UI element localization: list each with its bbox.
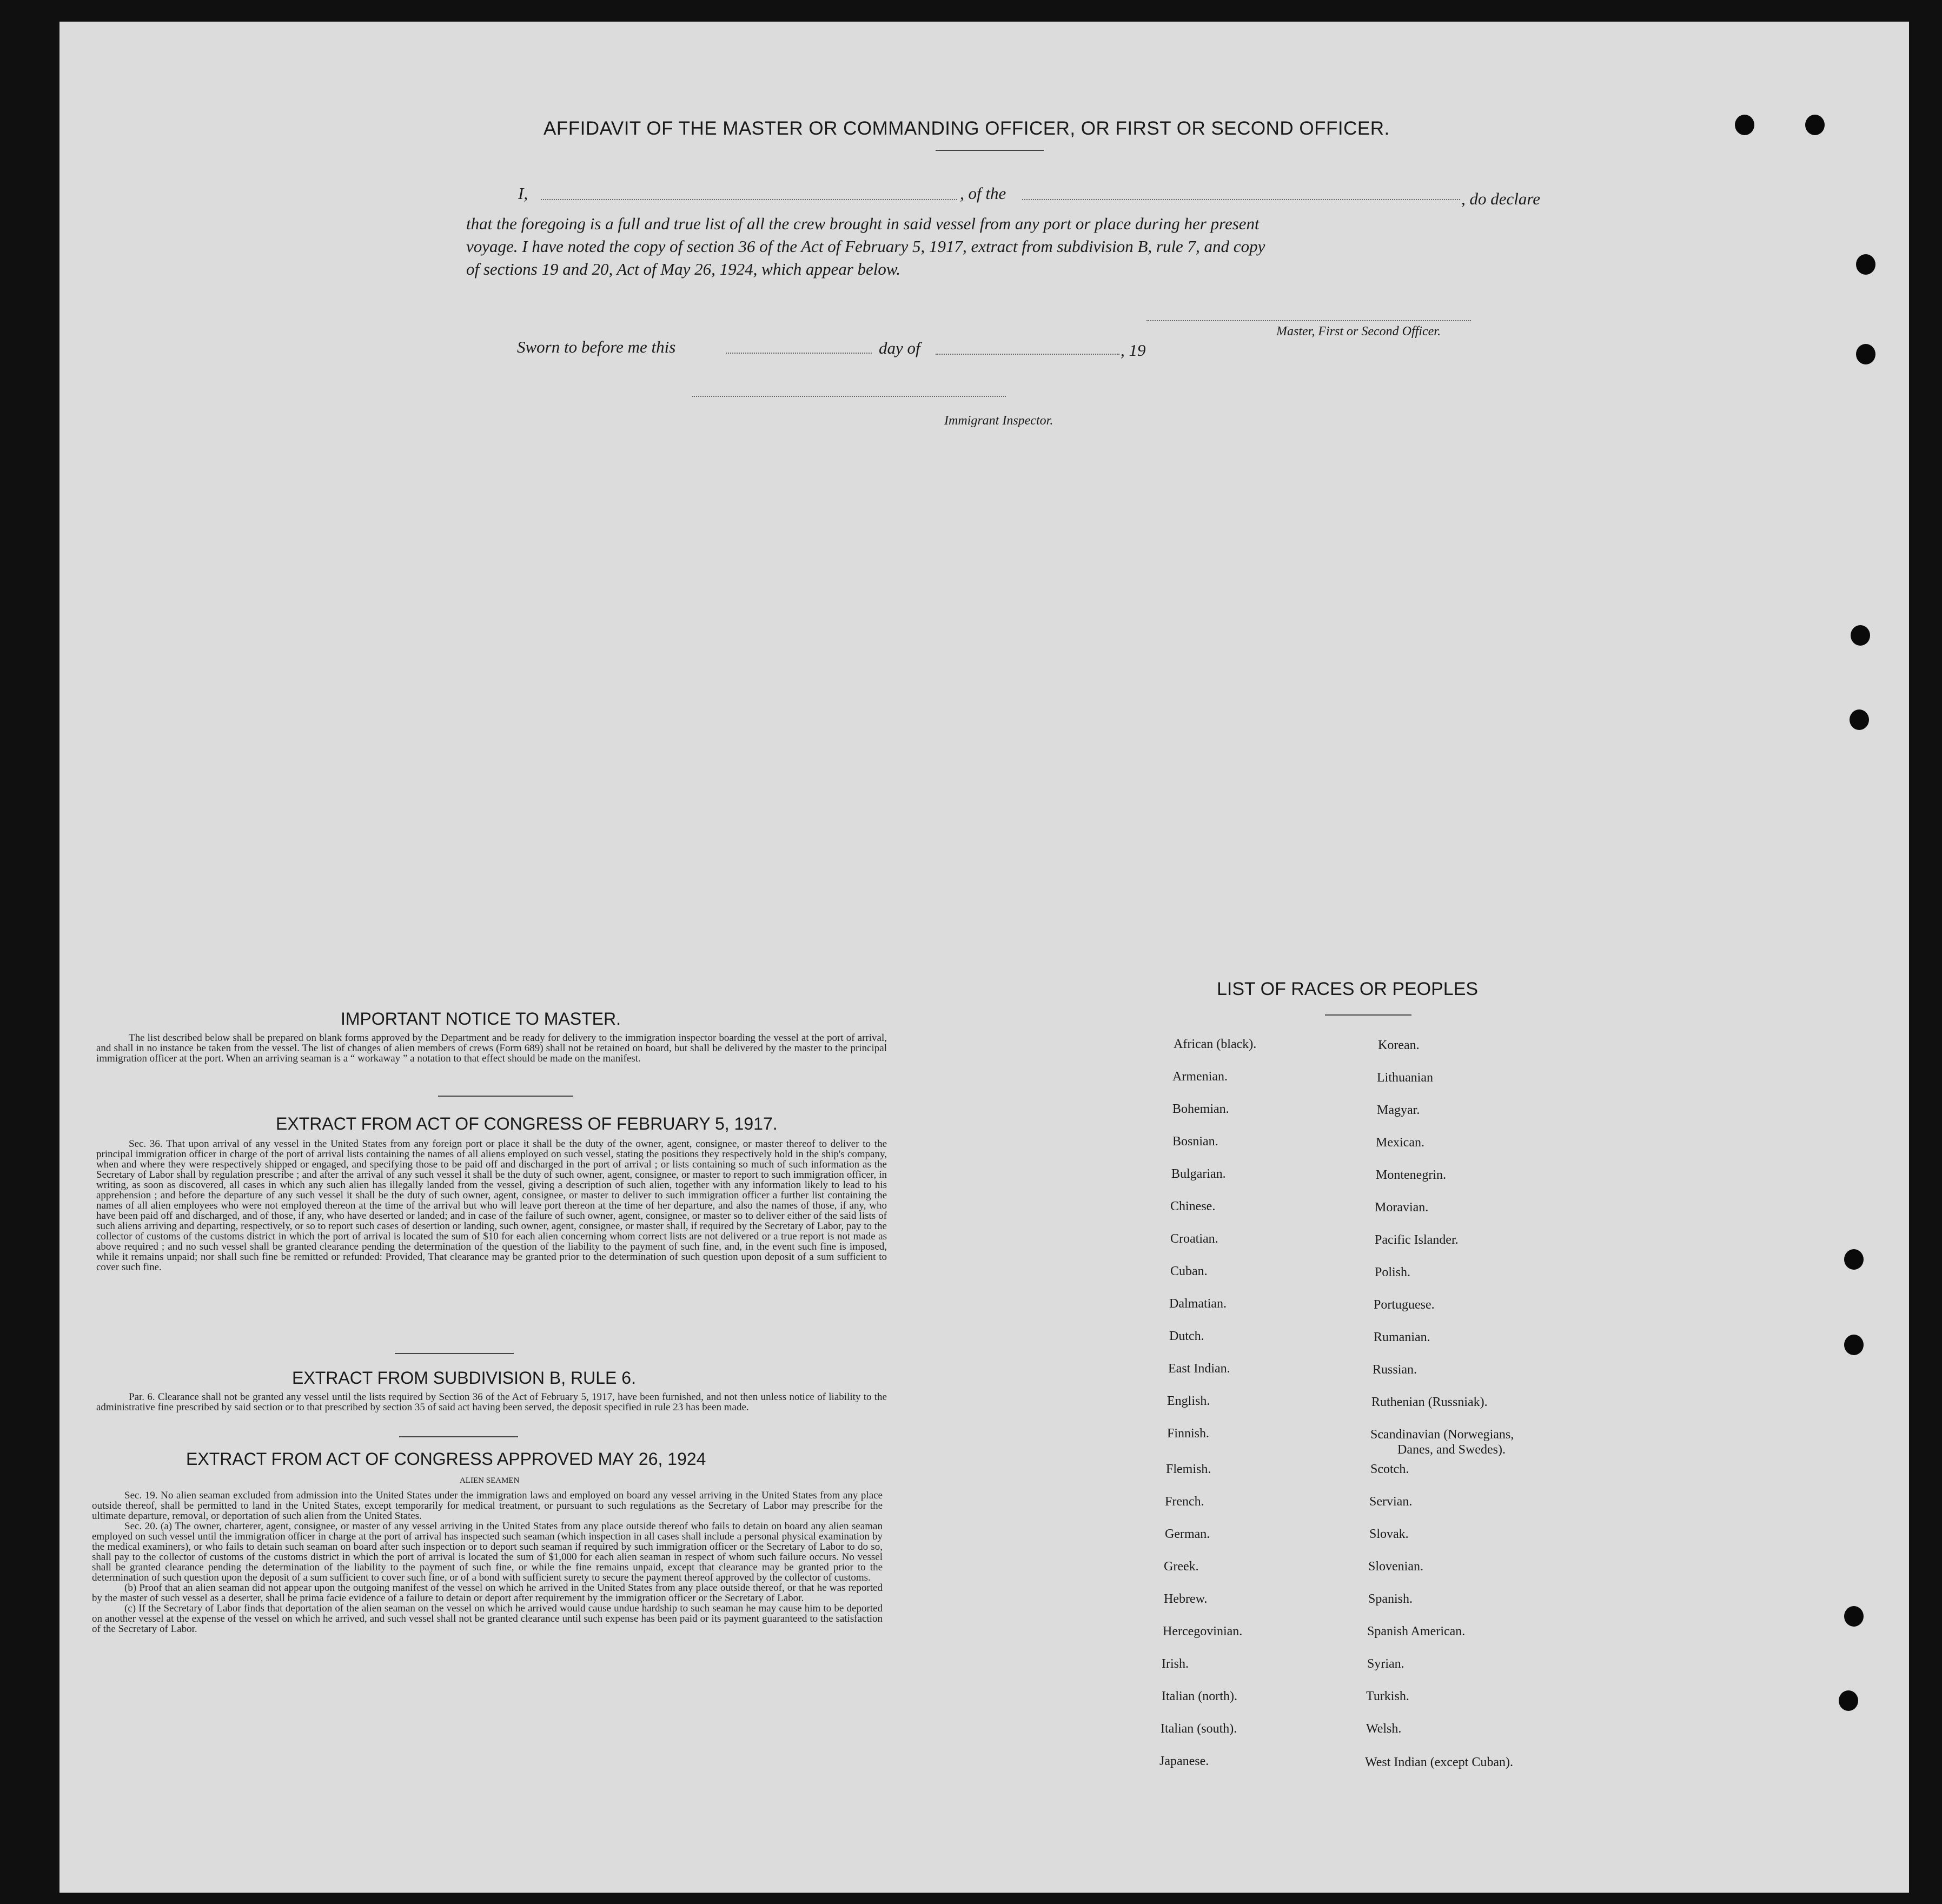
- race-item: African (black).: [1174, 1037, 1257, 1051]
- punch-hole: [1856, 344, 1875, 364]
- race-item: Polish.: [1375, 1265, 1411, 1279]
- extract-rule6-title: EXTRACT FROM SUBDIVISION B, RULE 6.: [292, 1368, 636, 1388]
- declare-label: , do declare: [1461, 189, 1541, 208]
- divider: [399, 1436, 518, 1437]
- race-item: Rumanian.: [1374, 1330, 1430, 1344]
- affidavit-text-line: voyage. I have noted the copy of section 36 of the Act of February 5, 1917, extract from subdivision B, rule 7, and copy: [466, 237, 1265, 256]
- race-item: Moravian.: [1375, 1200, 1429, 1215]
- punch-hole: [1805, 115, 1825, 135]
- race-item: Korean.: [1378, 1038, 1420, 1052]
- extract-1924-subtitle: ALIEN SEAMEN: [460, 1476, 520, 1485]
- punch-hole: [1839, 1690, 1858, 1711]
- master-signature-label: Master, First or Second Officer.: [1276, 324, 1441, 339]
- punch-hole: [1850, 709, 1869, 730]
- race-item: Dutch.: [1169, 1329, 1204, 1343]
- races-title: LIST OF RACES OR PEOPLES: [1217, 979, 1479, 999]
- race-item: Cuban.: [1170, 1264, 1208, 1278]
- form-sheet: [59, 22, 1909, 1893]
- race-item: Chinese.: [1170, 1199, 1216, 1213]
- race-item: Flemish.: [1166, 1462, 1211, 1476]
- sworn-label: Sworn to before me this: [517, 337, 676, 356]
- affidavit-title: AFFIDAVIT OF THE MASTER OR COMMANDING OFFICER, OR FIRST OR SECOND OFFICER.: [544, 118, 1390, 139]
- race-item: Bulgarian.: [1171, 1167, 1226, 1181]
- punch-hole: [1856, 254, 1875, 275]
- extract-1917-title: EXTRACT FROM ACT OF CONGRESS OF FEBRUARY 5, 1917.: [276, 1114, 778, 1133]
- divider: [1325, 1014, 1411, 1016]
- affidavit-text-line: that the foregoing is a full and true list of all the crew brought in said vessel from any port or place during her present: [466, 214, 1260, 233]
- declarant-prefix: I,: [518, 184, 528, 203]
- inspector-signature-field[interactable]: [692, 396, 1006, 397]
- race-item: Spanish.: [1368, 1592, 1413, 1606]
- extract-1924-title: EXTRACT FROM ACT OF CONGRESS APPROVED MAY 26, 1924: [186, 1449, 706, 1469]
- race-item: Bohemian.: [1172, 1102, 1229, 1116]
- race-item: Turkish.: [1366, 1689, 1409, 1703]
- sworn-day-field[interactable]: [726, 353, 872, 354]
- race-item: Syrian.: [1367, 1657, 1404, 1671]
- divider: [936, 150, 1044, 151]
- declarant-name-field[interactable]: [541, 199, 957, 200]
- race-item: French.: [1165, 1495, 1204, 1509]
- race-item: Spanish American.: [1367, 1624, 1466, 1638]
- notice-text: The list described below shall be prepared on blank forms approved by the Department and be ready for delivery to the immigration inspector boarding the vessel at the port of arrival, and shall in no instance be taken from the vessel. The list of changes of alien members of crews (Form 689) shall not be retained on board, but shall be delivered by the master to the principal immigration officer at the port. When an arriving seaman is a “ workaway ” a notation to that effect should be made on the manifest.: [96, 1032, 887, 1064]
- race-item: Croatian.: [1170, 1232, 1218, 1246]
- sworn-month-field[interactable]: [936, 354, 1119, 355]
- race-item: Slovenian.: [1368, 1560, 1423, 1574]
- day-of-label: day of: [879, 339, 920, 357]
- race-item: Dalmatian.: [1169, 1297, 1227, 1311]
- race-item: Welsh.: [1366, 1722, 1402, 1736]
- punch-hole: [1851, 625, 1870, 646]
- race-item: Pacific Islander.: [1375, 1233, 1459, 1247]
- race-item: German.: [1165, 1527, 1210, 1541]
- race-item: Ruthenian (Russniak).: [1371, 1395, 1488, 1409]
- race-item: Portuguese.: [1374, 1298, 1435, 1312]
- race-item: Mexican.: [1376, 1136, 1424, 1150]
- race-item: Armenian.: [1172, 1070, 1228, 1084]
- master-signature-field[interactable]: [1146, 320, 1471, 321]
- vessel-name-field[interactable]: [1022, 199, 1460, 200]
- race-item: Scotch.: [1370, 1462, 1409, 1476]
- race-item: Greek.: [1164, 1560, 1199, 1574]
- race-item: Servian.: [1369, 1495, 1413, 1509]
- race-item: Scandinavian (Norwegians,: [1370, 1428, 1514, 1442]
- of-the-label: , of the: [960, 184, 1006, 203]
- race-item: Slovak.: [1369, 1527, 1409, 1541]
- race-item: Irish.: [1162, 1657, 1189, 1671]
- race-item: Hebrew.: [1164, 1592, 1208, 1606]
- race-item: Finnish.: [1167, 1427, 1210, 1441]
- divider: [395, 1353, 514, 1354]
- race-item: Lithuanian: [1377, 1071, 1433, 1085]
- race-item: Italian (south).: [1161, 1722, 1237, 1736]
- race-item: Magyar.: [1377, 1103, 1420, 1117]
- race-item: Russian.: [1373, 1363, 1417, 1377]
- extract-1924-text: Sec. 19. No alien seaman excluded from admission into the United States under the immigration laws and employed on board any vessel arriving in the United States from any place outside thereof, shall be permitted to land in the United States, except temporarily for medical treatment, or pursuant to such regulations as the Secretary of Labor may prescribe for the ultimate departure, removal, or deportation of such alien from the United States. Sec. 20. (a) The owner, charterer, agent, consignee, or master of any vessel arriving in the United States from any place outside thereof who fails to detain on board any alien seaman employed on such vessel until the immigration officer in charge at the port of arrival has inspected such seaman (which inspection in all cases shall include a personal physical examination by the medical examiners), or who fails to detain such seaman on board after such inspection or to deport such seaman if required by such immigration officer or the Secretary of Labor to do so, shall pay to the collector of customs of the customs district in which the port of arrival is located the sum of $1,000 for each alien seaman in respect of whom such failure occurs. No vessel shall be granted clearance pending the determination of the liability to the payment of such fine, or while the fine remains unpaid, except that clearance may be granted prior to the determination of such question upon the deposit of a sum sufficient to cover such fine, or of a bond with sufficient surety to secure the payment thereof approved by the collector of customs. (b) Proof that an alien seaman did not appear upon the outgoing manifest of the vessel on which he arrived in the United States from any place outside thereof, or that he was reported by the master of such vessel as a deserter, shall be prima facie evidence of a failure to detain or deport after requirement by the immigration officer or the Secretary of Labor. (c) If the Secretary of Labor finds that deportation of the alien seaman on the vessel on which he arrived would cause undue hardship to such seaman he may cause him to be deported on another vessel at the expense of the vessel on which he arrived, and such vessel shall not be granted clearance until such expense has been paid or its payment guaranteed to the satisfaction of the Secretary of Labor.: [92, 1490, 883, 1635]
- race-item: Montenegrin.: [1376, 1168, 1446, 1182]
- race-item: West Indian (except Cuban).: [1365, 1755, 1513, 1769]
- extract-1917-text: Sec. 36. That upon arrival of any vessel in the United States from any foreign port or place it shall be the duty of the owner, agent, consignee, or master thereof to deliver to the principal immigration officer in charge of the port of arrival lists containing the names of all aliens employed on such vessel, stating the positions they respectively hold in the ship's company, when and where they were respectively shipped or engaged, and specifying those to be paid off and discharged in the port of arrival ; or lists containing so much of such information as the Secretary of Labor shall by regulation prescribe ; and after the arrival of any such vessel it shall be the duty of such owner, agent, consignee, or master to report to such immigration officer, in writing, as soon as discovered, all cases in which any such alien has illegally landed from the vessel, giving a description of such alien, together with any information likely to lead to his apprehension ; and before the departure of any such vessel it shall be the duty of such owner, agent, consignee, or master to deliver to such immigration officer a further list containing the names of all alien employees who were not employed thereon at the time of the arrival but who will leave port thereon at the time of her departure, and also the names of those, if any, who have been paid off and discharged, and of those, if any, who have deserted or landed; and in case of the failure of such owner, agent, consignee, or master so to deliver either of the said lists of such aliens arriving and departing, respectively, or so to report such cases of desertion or landing, such owner, agent, consignee, or master shall, if required by the Secretary of Labor, pay to the collector of customs of the customs district in which the port of arrival is located the sum of $10 for each alien concerning whom correct lists are not delivered or a true report is not made as above required ; and no such vessel shall be granted clearance pending the determination of the question of the liability to the payment of such fine, and, in the event such fine is imposed, while it remains unpaid; nor shall such fine be remitted or refunded: Provided, That clearance may be granted prior to the determination of such question upon deposit of a sum sufficient to cover such fine.: [96, 1138, 887, 1273]
- race-item: Italian (north).: [1162, 1689, 1237, 1703]
- year-label: , 19: [1121, 341, 1146, 360]
- punch-hole: [1844, 1335, 1864, 1355]
- punch-hole: [1844, 1606, 1864, 1627]
- race-item: Danes, and Swedes).: [1397, 1443, 1506, 1457]
- inspector-label: Immigrant Inspector.: [944, 414, 1053, 428]
- race-item: Bosnian.: [1172, 1135, 1218, 1149]
- race-item: Japanese.: [1159, 1754, 1209, 1768]
- punch-hole: [1844, 1249, 1864, 1270]
- race-item: East Indian.: [1168, 1362, 1230, 1376]
- divider: [438, 1096, 573, 1097]
- extract-rule6-text: Par. 6. Clearance shall not be granted any vessel until the lists required by Section 36 of the Act of February 5, 1917, have been furnished, and not then unless notice of liability to the administrative fine prescribed by said section or to that prescribed by section 35 of said act having been served, the deposit specified in rule 23 has been made.: [96, 1391, 887, 1413]
- race-item: Hercegovinian.: [1163, 1624, 1243, 1638]
- punch-hole: [1735, 115, 1754, 135]
- affidavit-text-line: of sections 19 and 20, Act of May 26, 1924, which appear below.: [466, 260, 901, 278]
- notice-title: IMPORTANT NOTICE TO MASTER.: [341, 1009, 621, 1029]
- race-item: English.: [1167, 1394, 1210, 1408]
